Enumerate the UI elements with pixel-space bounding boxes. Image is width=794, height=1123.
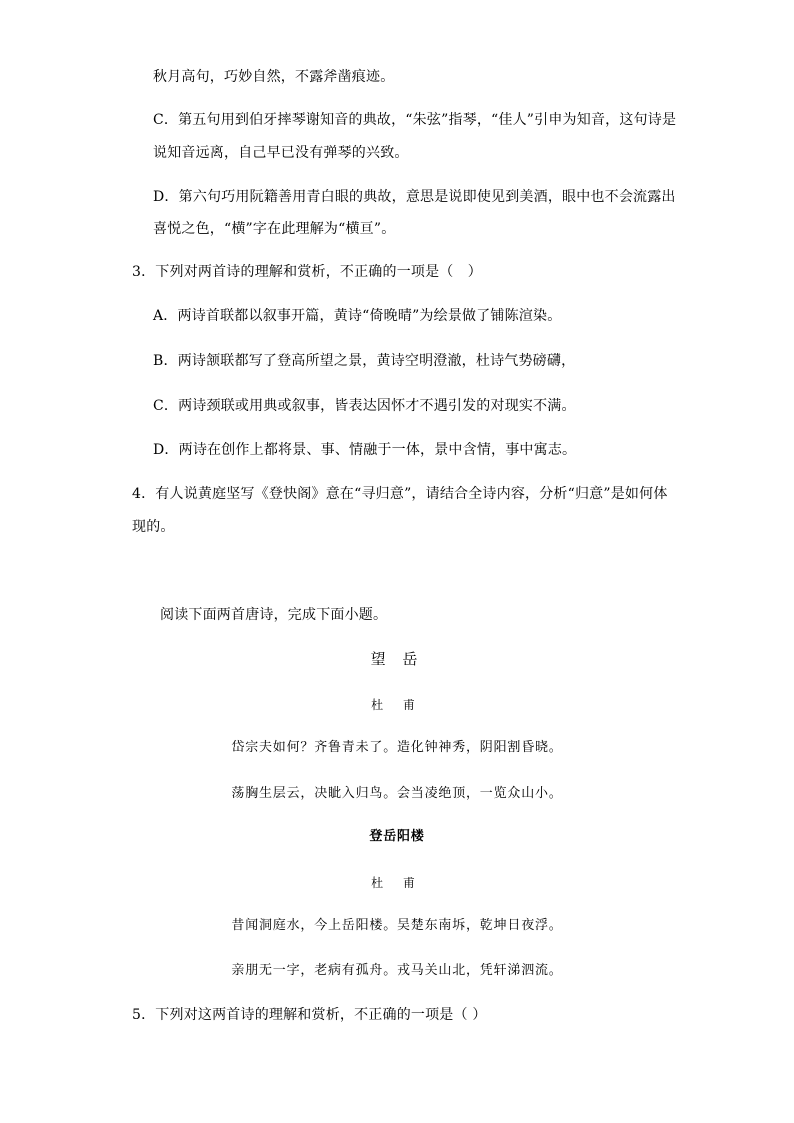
poem-2-line-2: 亲朋无一字，老病有孤舟。戎马关山北，凭轩涕泗流。: [231, 963, 563, 978]
question-3-stem: 3．下列对两首诗的理解和赏析，不正确的一项是（ ）: [132, 264, 482, 280]
question-4-line-2: 现的。: [132, 519, 175, 535]
option-d-line-1: D．第六句巧用阮籍善用青白眼的典故，意思是说即使见到美酒，眼中也不会流露出: [153, 189, 676, 205]
option-d-line-2: 喜悦之色，“横”字在此理解为“横亘”。: [153, 221, 396, 237]
option-c-line-1: C．第五句用到伯牙摔琴谢知音的典故，“朱弦”指琴，“佳人”引申为知音，这句诗是: [153, 112, 677, 128]
poem-1-title: 望 岳: [370, 650, 424, 668]
option-c-line-2: 说知音远离，自己早已没有弹琴的兴致。: [153, 145, 409, 161]
poem-2-title: 登岳阳楼: [369, 829, 425, 844]
poem-1-line-1: 岱宗夫如何？齐鲁青未了。造化钟神秀，阴阳割昏晓。: [231, 740, 563, 755]
poem-1-author: 杜 甫: [371, 698, 423, 712]
question-5-stem: 5．下列对这两首诗的理解和赏析，不正确的一项是（ ）: [132, 1007, 487, 1023]
reading-instruction: 阅读下面两首唐诗，完成下面小题。: [160, 607, 388, 623]
option-b-continuation: 秋月高句，巧妙自然，不露斧凿痕迹。: [153, 69, 395, 85]
question-3-option-c: C．两诗颈联或用典或叙事，皆表达因怀才不遇引发的对现实不满。: [153, 398, 576, 414]
question-3-option-d: D．两诗在创作上都将景、事、情融于一体，景中含情，事中寓志。: [153, 442, 577, 458]
poem-1-line-2: 荡胸生层云，决眦入归鸟。会当凌绝顶，一览众山小。: [231, 786, 563, 801]
question-3-option-b: B．两诗颔联都写了登高所望之景，黄诗空明澄澈，杜诗气势磅礴，: [153, 353, 576, 369]
question-3-option-a: A．两诗首联都以叙事开篇，黄诗“倚晚晴”为绘景做了铺陈渲染。: [153, 308, 562, 324]
poem-2-line-1: 昔闻洞庭水，今上岳阳楼。吴楚东南坼，乾坤日夜浮。: [231, 918, 563, 933]
poem-2-author: 杜 甫: [371, 876, 423, 890]
question-4-line-1: 4．有人说黄庭坚写《登快阁》意在“寻归意”，请结合全诗内容，分析“归意”是如何体: [132, 486, 668, 502]
